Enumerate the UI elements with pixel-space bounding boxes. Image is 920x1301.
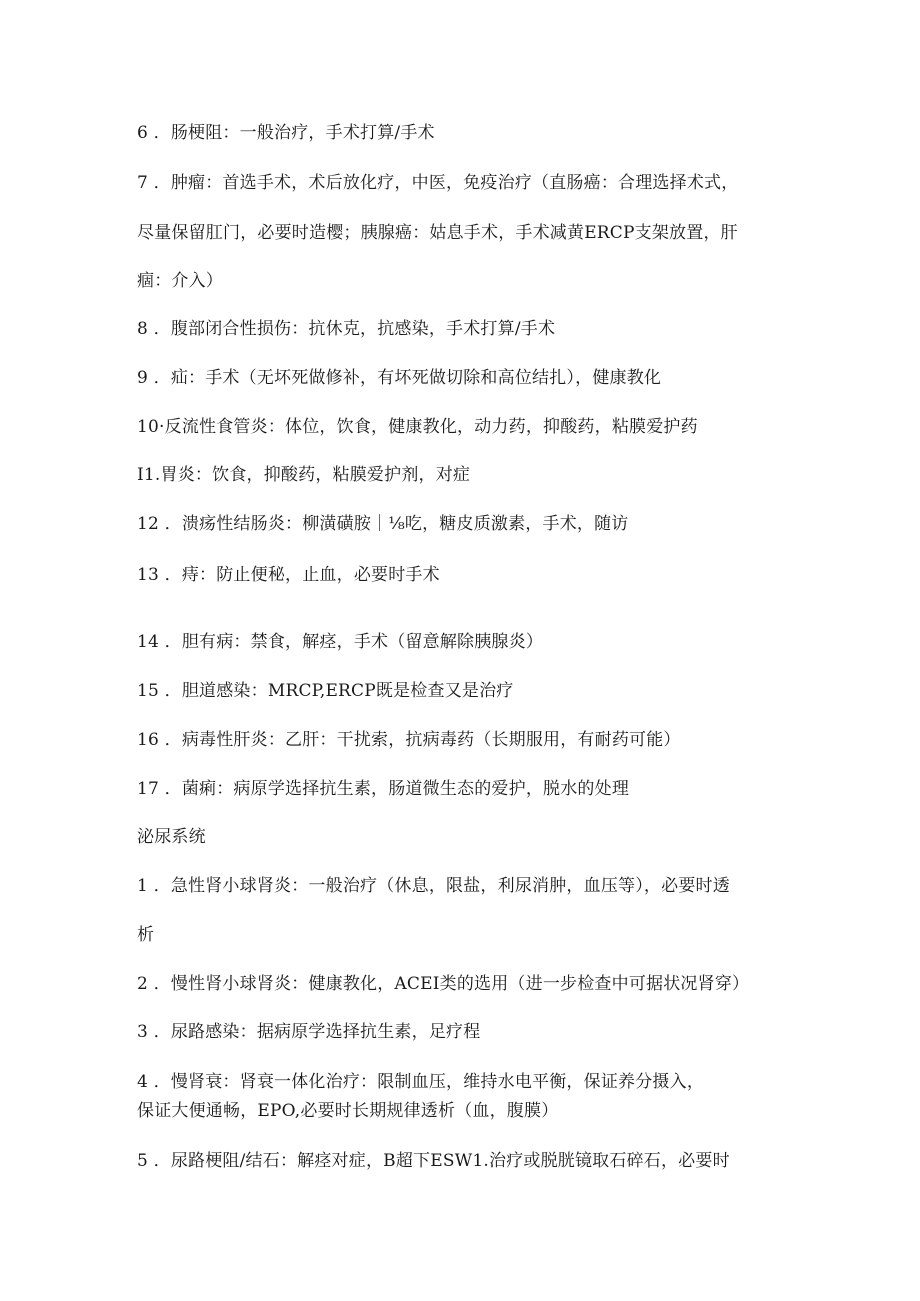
text-line-9: 12 ．溃疡性结肠炎：柳潢磺胺｜⅛吃，糖皮质激素，手术，随访	[137, 514, 629, 534]
text-line-1: 6 ．肠梗阻：一般治疗，手术打算/手术	[137, 123, 435, 143]
text-line-5: 8 ．腹部闭合性损伤：抗休克，抗感染，手术打算/手术	[137, 319, 556, 339]
text-line-22: 5 ．尿路梗阻/结石：解痉对症，B超下ESW1.治疗或脱胱镜取石碎石，必要时	[137, 1151, 730, 1171]
text-line-6: 9 ．疝：手术（无坏死做修补，有坏死做切除和高位结扎），健康教化	[137, 368, 662, 388]
section-heading: 泌尿系统	[137, 827, 206, 847]
text-line-10: 13 ．痔：防止便秘，止血，必要时手术	[137, 565, 440, 585]
text-line-21: 保证大便通畅，EPO,必要时长期规律透析（血，腹膜）	[137, 1101, 559, 1121]
text-line-20: 4 ．慢肾衰：肾衰一体化治疗：限制血压，维持水电平衡，保证养分摄入，	[137, 1072, 705, 1092]
text-line-7: 10·反流性食管炎：体位，饮食，健康教化，动力药，抑酸药，粘膜爱护药	[137, 417, 698, 437]
text-line-3: 尽量保留肛门，必要时造樱；胰腺癌：姑息手术，手术减黄ERCP支架放置，肝	[137, 223, 738, 243]
text-line-4: 痼：介入）	[137, 271, 223, 291]
text-line-17: 析	[137, 925, 155, 945]
text-line-18: 2 ．慢性肾小球肾炎：健康教化，ACEI类的选用（进一步检查中可据状况肾穿）	[137, 974, 750, 994]
text-line-8: I1.胃炎：饮食，抑酸药，粘膜爱护剂，对症	[137, 465, 471, 485]
text-line-11: 14 ．胆有病：禁食，解痉，手术（留意解除胰腺炎）	[137, 632, 544, 652]
text-line-12: 15 ．胆道感染：MRCP,ERCP既是检查又是治疗	[137, 681, 514, 701]
text-line-2: 7 ．肿瘤：首选手术，术后放化疗，中医，免疫治疗（直肠癌：合理选择术式，	[137, 173, 739, 193]
text-line-13: 16 ．病毒性肝炎：乙肝：干扰索，抗病毒药（长期服用，有耐药可能）	[137, 730, 681, 750]
text-line-16: 1 ．急性肾小球肾炎：一般治疗（休息，限盐，利尿消肿，血压等），必要时透	[137, 876, 730, 896]
text-line-14: 17 ．菌痢：病原学选择抗生素，肠道微生态的爱护，脱水的处理	[137, 779, 630, 799]
text-line-19: 3 ．尿路感染：据病原学选择抗生素，足疗程	[137, 1022, 481, 1042]
